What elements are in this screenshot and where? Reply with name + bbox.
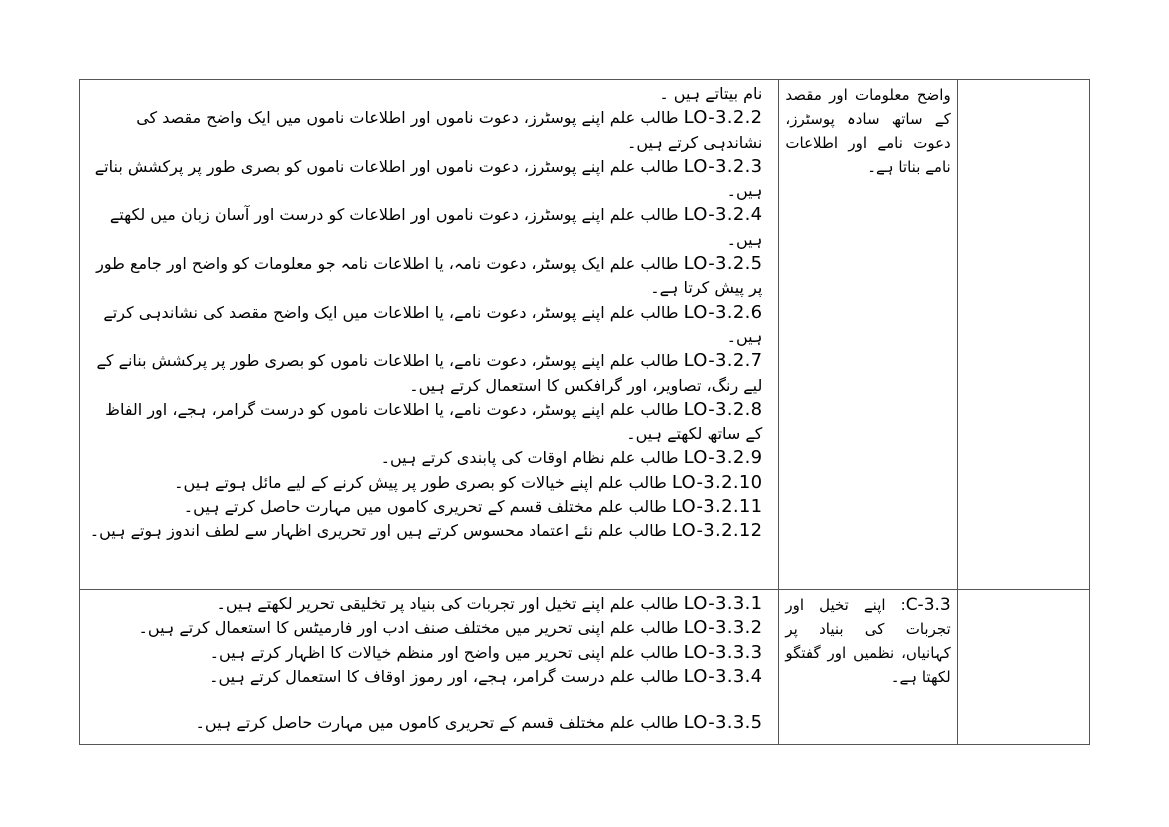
outcome-text: طالب علم اپنے پوسٹرز، دعوت ناموں اور اطلاعات کو درست اور آسان زبان میں لکھتے ہیں۔	[109, 205, 763, 249]
outcome-text: طالب علم اپنے تخیل اور تجربات کی بنیاد پر تخلیقی تحریر لکھتے ہیں۔	[216, 594, 679, 613]
table-row	[80, 590, 1090, 745]
outcome-text: طالب علم اپنی تحریر میں واضح اور منظم خیالات کا اظہار کرتے ہیں۔	[209, 642, 679, 662]
outcome-code: LO-3.3.5	[683, 712, 763, 734]
outcome-code: LO-3.2.6	[683, 301, 763, 323]
spacer	[86, 689, 762, 711]
learning-outcome	[86, 711, 762, 735]
standard-separator: :	[885, 596, 906, 614]
outcome-code: LO-3.2.5	[683, 253, 763, 275]
learning-outcome	[86, 398, 762, 447]
standard-cell	[779, 80, 957, 590]
learning-outcome	[86, 82, 762, 106]
table-row	[80, 80, 1090, 590]
outcome-text: طالب علم اپنے خیالات کو بصری طور پر پیش کرنے کے لیے مائل ہوتے ہیں۔	[174, 472, 667, 492]
outcome-code: LO-3.2.10	[671, 471, 763, 493]
learning-outcome	[86, 665, 762, 689]
outcome-code: LO-3.2.7	[683, 350, 763, 372]
learning-outcomes-cell	[80, 80, 779, 590]
learning-outcomes-cell	[80, 590, 779, 745]
outcome-code: LO-3.2.4	[683, 204, 763, 226]
outcome-text: طالب علم نئے اعتماد محسوس کرتے ہیں اور تحریری اظہار سے لطف اندوز ہوتے ہیں۔	[89, 521, 667, 541]
learning-outcome	[86, 252, 762, 301]
standard-cell	[779, 590, 957, 745]
outcome-text: طالب علم نظام اوقات کی پابندی کرتے ہیں۔	[380, 448, 679, 468]
learning-outcome	[86, 106, 762, 155]
learning-outcome	[86, 446, 762, 470]
blank-cell	[957, 590, 1089, 745]
standard-code: C-3.3	[905, 595, 951, 615]
learning-outcome	[86, 471, 762, 495]
outcome-text: طالب علم اپنے پوسٹر، دعوت نامے، یا اطلاعات ناموں کو درست گرامر، ہجے، اور الفاظ کے ساتھ لکھتے ہیں۔	[105, 399, 763, 444]
blank-cell	[957, 80, 1089, 590]
outcome-code: LO-3.3.1	[683, 593, 763, 614]
outcome-text: طالب علم اپنے پوسٹرز، دعوت ناموں اور اطلاعات ناموں کو بصری طور پر پرکشش بناتے ہیں۔	[94, 156, 763, 201]
learning-outcomes-list	[86, 82, 762, 544]
outcome-code: LO-3.3.3	[683, 641, 763, 663]
learning-outcome	[86, 592, 762, 616]
standard-text: واضح معلومات اور مقصد کے ساتھ سادہ پوسٹرز، دعوت نامے اور اطلاعات نامے بناتا ہے۔	[785, 86, 951, 176]
learning-outcome	[86, 349, 762, 398]
outcome-code: LO-3.2.11	[671, 496, 763, 518]
outcome-code: LO-3.2.8	[683, 398, 763, 420]
outcome-code: LO-3.2.9	[683, 447, 763, 469]
outcome-text: طالب علم اپنے پوسٹر، دعوت نامے، یا اطلاعات میں ایک واضح مقصد کی نشاندہی کرتے ہیں۔	[103, 302, 763, 346]
outcome-text: طالب علم مختلف قسم کے تحریری کاموں میں مہارت حاصل کرتے ہیں۔	[195, 713, 679, 733]
learning-outcomes-list	[86, 592, 762, 735]
outcome-text: طالب علم ایک پوسٹر، دعوت نامہ، یا اطلاعات نامہ جو معلومات کو واضح اور جامع طور پر پیش کرتا ہے۔	[96, 254, 763, 298]
learning-outcome	[86, 155, 762, 204]
outcome-text: نام بیتاتے ہیں ۔	[659, 84, 763, 103]
curriculum-table	[79, 79, 1090, 745]
learning-outcome	[86, 641, 762, 665]
learning-outcome	[86, 301, 762, 350]
outcome-code: LO-3.2.12	[671, 520, 763, 542]
outcome-text: طالب علم اپنے پوسٹر، دعوت نامے، یا اطلاعات ناموں کو بصری طور پر پرکشش بنانے کے لیے رنگ، تصاویر، اور گرافکس کا استعمال کرتے ہیں۔	[96, 351, 763, 395]
learning-outcome	[86, 203, 762, 252]
learning-outcome	[86, 519, 762, 543]
standard-text: اپنے تخیل اور تجربات کی بنیاد پر کہانیاں، نظمیں اور گفتگو لکھتا ہے۔	[785, 596, 951, 686]
outcome-text: طالب علم اپنے پوسٹرز، دعوت ناموں اور اطلاعات ناموں میں ایک واضح مقصد کی نشاندہی کرتے ہیں۔	[136, 108, 763, 152]
outcome-text: طالب علم مختلف قسم کے تحریری کاموں میں مہارت حاصل کرتے ہیں۔	[183, 497, 667, 517]
outcome-code: LO-3.2.3	[683, 155, 763, 177]
learning-outcome	[86, 495, 762, 519]
outcome-code: LO-3.2.2	[683, 107, 763, 129]
outcome-code: LO-3.3.2	[683, 617, 763, 639]
learning-outcome	[86, 616, 762, 640]
outcome-code: LO-3.3.4	[683, 665, 763, 687]
outcome-text: طالب علم درست گرامر، ہجے، اور رموز اوقاف کا استعمال کرتے ہیں۔	[209, 666, 679, 686]
outcome-text: طالب علم اپنی تحریر میں مختلف صنف ادب اور فارمیٹس کا استعمال کرتے ہیں۔	[138, 618, 679, 638]
